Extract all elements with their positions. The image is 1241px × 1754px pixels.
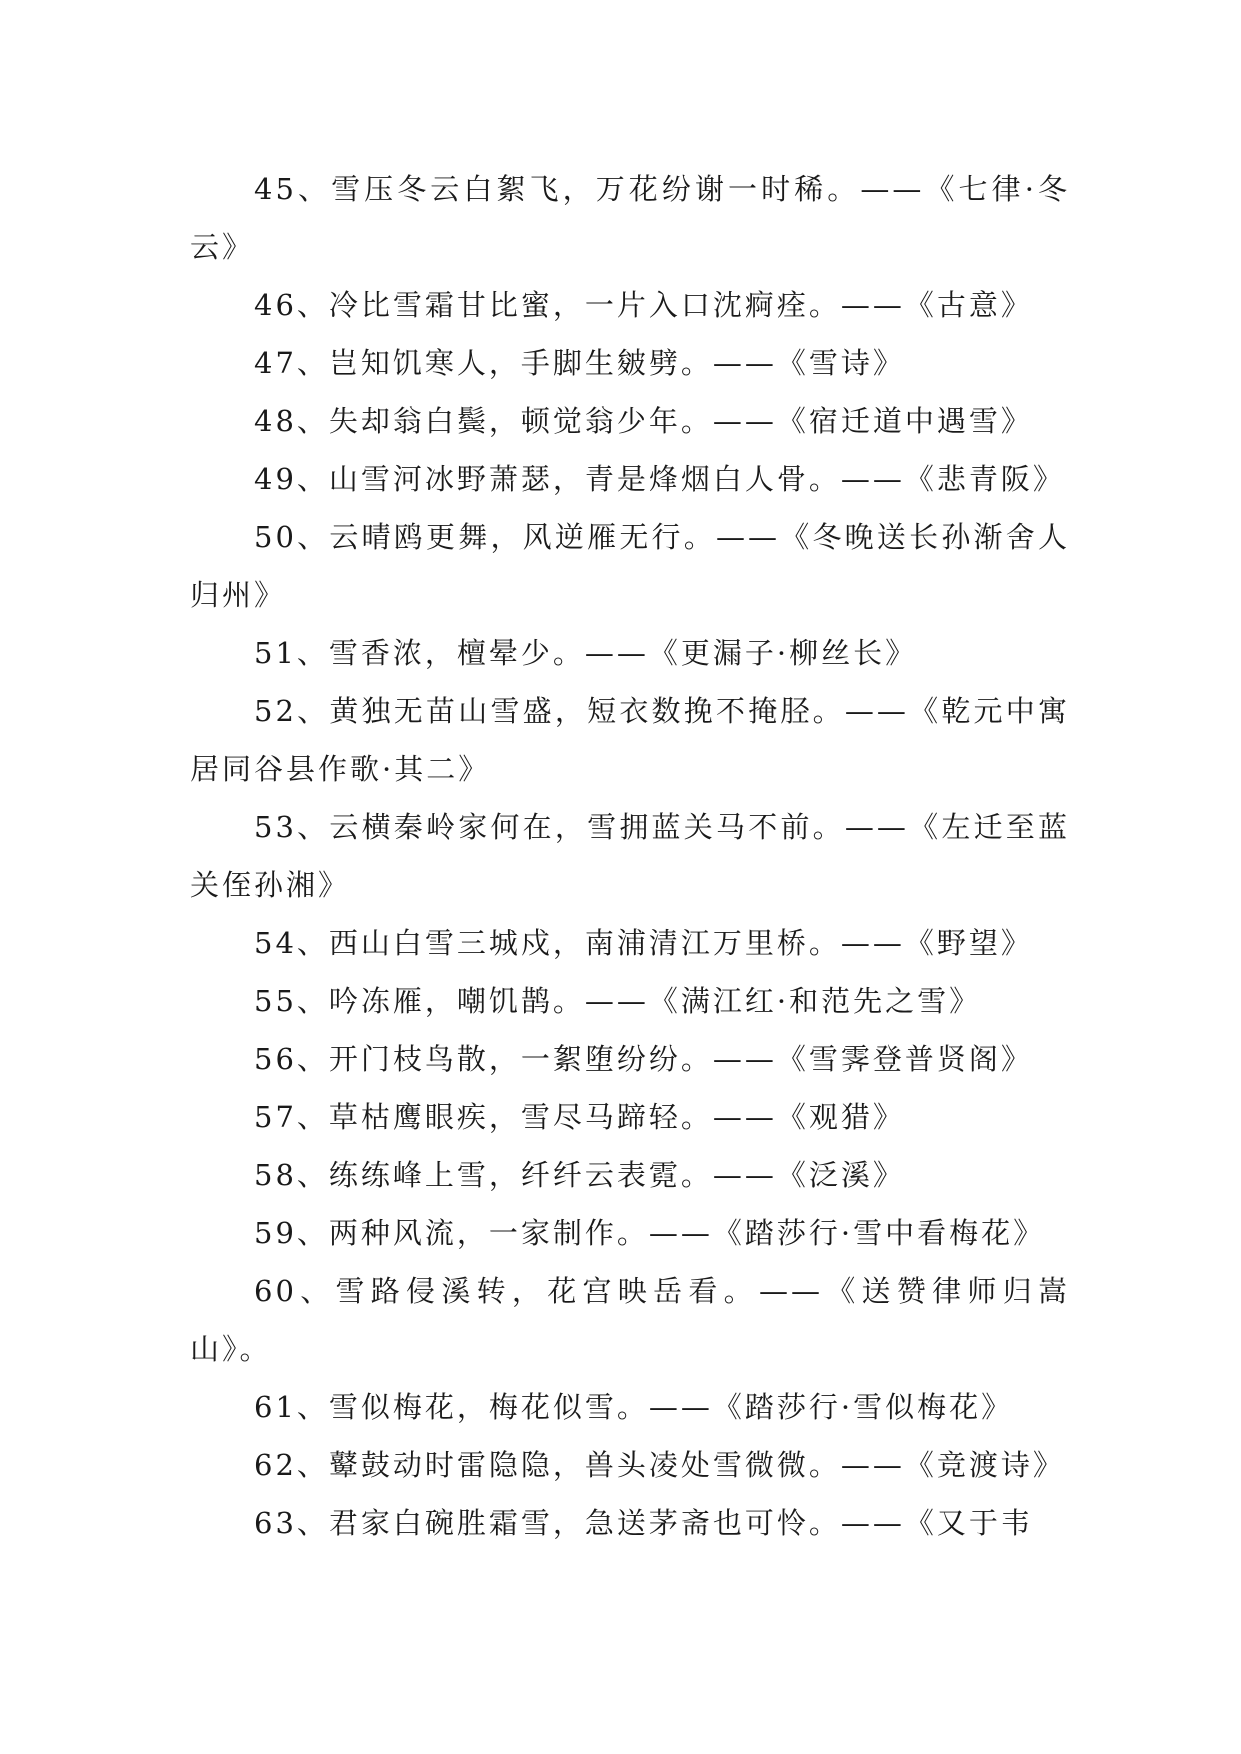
paragraph-56: 56、开门枝鸟散，一絮堕纷纷。——《雪霁登普贤阁》 <box>254 1042 1033 1076</box>
paragraph-59: 59、两种风流，一家制作。——《踏莎行·雪中看梅花》 <box>254 1216 1046 1250</box>
paragraph-60: 60、雪路侵溪转，花宫映岳看。——《送赞律师归嵩山》。 <box>190 1274 1070 1366</box>
paragraph-53: 53、云横秦岭家何在，雪拥蓝关马不前。——《左迁至蓝关侄孙湘》 <box>190 810 1070 902</box>
document-page <box>190 160 1070 1552</box>
paragraph-46: 46、冷比雪霜甘比蜜，一片入口沈痾痊。——《古意》 <box>254 288 1033 322</box>
paragraph-47: 47、岂知饥寒人，手脚生皴劈。——《雪诗》 <box>254 346 905 380</box>
paragraph-52: 52、黄独无苗山雪盛，短衣数挽不掩胫。——《乾元中寓居同谷县作歌·其二》 <box>190 694 1070 786</box>
paragraph-58: 58、练练峰上雪，纤纤云表霓。——《泛溪》 <box>254 1158 905 1192</box>
paragraph-62: 62、鼙鼓动时雷隐隐，兽头凌处雪微微。——《竞渡诗》 <box>254 1448 1065 1482</box>
paragraph-50: 50、云晴鸥更舞，风逆雁无行。——《冬晚送长孙渐舍人归州》 <box>190 520 1070 612</box>
paragraph-63: 63、君家白碗胜霜雪，急送茅斋也可怜。——《又于韦 <box>254 1506 1033 1540</box>
paragraph-49: 49、山雪河冰野萧瑟，青是烽烟白人骨。——《悲青阪》 <box>254 462 1065 496</box>
paragraph-45: 45、雪压冬云白絮飞，万花纷谢一时稀。——《七律·冬云》 <box>190 172 1070 264</box>
paragraph-57: 57、草枯鹰眼疾，雪尽马蹄轻。——《观猎》 <box>254 1100 905 1134</box>
paragraph-54: 54、西山白雪三城戍，南浦清江万里桥。——《野望》 <box>254 926 1033 960</box>
paragraph-61: 61、雪似梅花，梅花似雪。——《踏莎行·雪似梅花》 <box>254 1390 1014 1424</box>
paragraph-51: 51、雪香浓，檀晕少。——《更漏子·柳丝长》 <box>254 636 918 670</box>
paragraph-55: 55、吟冻雁，嘲饥鹊。——《满江红·和范先之雪》 <box>254 984 982 1018</box>
paragraph-48: 48、失却翁白鬓，顿觉翁少年。——《宿迁道中遇雪》 <box>254 404 1033 438</box>
